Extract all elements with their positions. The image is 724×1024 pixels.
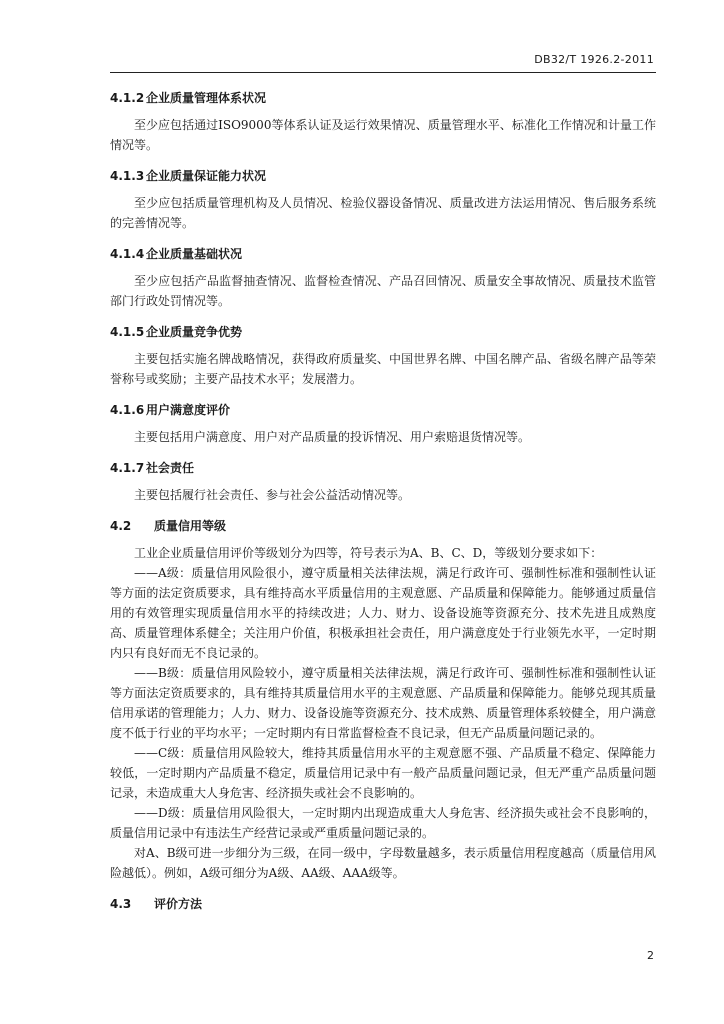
section-title: 企业质量基础状况 bbox=[146, 247, 243, 261]
section-title: 企业质量管理体系状况 bbox=[146, 91, 267, 105]
section-title: 评价方法 bbox=[154, 897, 203, 911]
section-title: 用户满意度评价 bbox=[146, 403, 231, 417]
paragraph: 主要包括实施名牌战略情况，获得政府质量奖、中国世界名牌、中国名牌产品、省级名牌产品等荣誉称号或奖励；主要产品技术水平；发展潜力。 bbox=[110, 352, 656, 386]
grade-a-paragraph: ——A级：质量信用风险很小，遵守质量相关法律法规，满足行政许可、强制性标准和强制性认证等方面的法定资质要求，具有维持高水平质量信用的主观意愿、产品质量和保障能力。能够通过质量信用的有效管理实现质量信用水平的持续改进；人力、财力、设备设施等资源充分、技术先进且成熟度高、质量管理体系健全；关注用户价值，积极承担社会责任，用户满意度处于行业领先水平，一定时期内只有良好而无不良记录的。 bbox=[110, 566, 656, 660]
section-heading bbox=[110, 519, 656, 533]
document-body bbox=[110, 91, 656, 911]
section-heading bbox=[110, 461, 656, 475]
section-number: 4.1.5 bbox=[110, 325, 145, 339]
section-number: 4.1.7 bbox=[110, 461, 145, 475]
section-heading bbox=[110, 169, 656, 183]
section-number: 4.2 bbox=[110, 519, 132, 533]
paragraph: 至少应包括质量管理机构及人员情况、检验仪器设备情况、质量改进方法运用情况、售后服务系统的完善情况等。 bbox=[110, 196, 656, 230]
section-heading bbox=[110, 325, 656, 339]
grade-b-paragraph: ——B级：质量信用风险较小，遵守质量相关法律法规，满足行政许可、强制性标准和强制性认证等方面法定资质要求的，具有维持其质量信用水平的主观意愿、产品质量和保障能力。能够兑现其质量信用承诺的管理能力；人力、财力、设备设施等资源充分、技术成熟、质量管理体系较健全，用户满意度不低于行业的平均水平；一定时期内有日常监督检查不良记录，但无产品质量问题记录的。 bbox=[110, 666, 656, 740]
section-title: 社会责任 bbox=[146, 461, 195, 475]
document-code: DB32/T 1926.2-2011 bbox=[534, 53, 654, 66]
subdivision-paragraph: 对A、B级可进一步细分为三级，在同一级中，字母数量越多，表示质量信用程度越高（质量信用风险越低）。例如，A级可细分为A级、AA级、AAA级等。 bbox=[110, 846, 656, 880]
section-title: 企业质量保证能力状况 bbox=[146, 169, 267, 183]
section-number: 4.1.3 bbox=[110, 169, 145, 183]
section-number: 4.3 bbox=[110, 897, 132, 911]
section-title: 企业质量竞争优势 bbox=[146, 325, 243, 339]
section-number: 4.1.2 bbox=[110, 91, 145, 105]
paragraph: 主要包括履行社会责任、参与社会公益活动情况等。 bbox=[134, 488, 411, 502]
section-heading bbox=[110, 897, 656, 911]
grade-d-paragraph: ——D级：质量信用风险很大，一定时期内出现造成重大人身危害、经济损失或社会不良影响的，质量信用记录中有违法生产经营记录或严重质量问题记录的。 bbox=[110, 806, 656, 840]
paragraph: 主要包括用户满意度、用户对产品质量的投诉情况、用户索赔退货情况等。 bbox=[134, 430, 531, 444]
page-number: 2 bbox=[647, 949, 654, 962]
section-heading bbox=[110, 91, 656, 105]
header-rule bbox=[110, 72, 656, 73]
section-heading bbox=[110, 403, 656, 417]
paragraph: 至少应包括通过ISO9000等体系认证及运行效果情况、质量管理水平、标准化工作情况和计量工作情况等。 bbox=[110, 118, 656, 152]
paragraph: 至少应包括产品监督抽查情况、监督检查情况、产品召回情况、质量安全事故情况、质量技术监管部门行政处罚情况等。 bbox=[110, 274, 656, 308]
grade-c-paragraph: ——C级：质量信用风险较大，维持其质量信用水平的主观意愿不强、产品质量不稳定、保障能力较低，一定时期内产品质量不稳定，质量信用记录中有一般产品质量问题记录，但无严重产品质量问题记录，未造成重大人身危害、经济损失或社会不良影响的。 bbox=[110, 746, 656, 800]
section-number: 4.1.4 bbox=[110, 247, 145, 261]
section-title: 质量信用等级 bbox=[154, 519, 227, 533]
section-heading bbox=[110, 247, 656, 261]
paragraph: 工业企业质量信用评价等级划分为四等，符号表示为A、B、C、D，等级划分要求如下： bbox=[134, 546, 603, 560]
section-number: 4.1.6 bbox=[110, 403, 145, 417]
